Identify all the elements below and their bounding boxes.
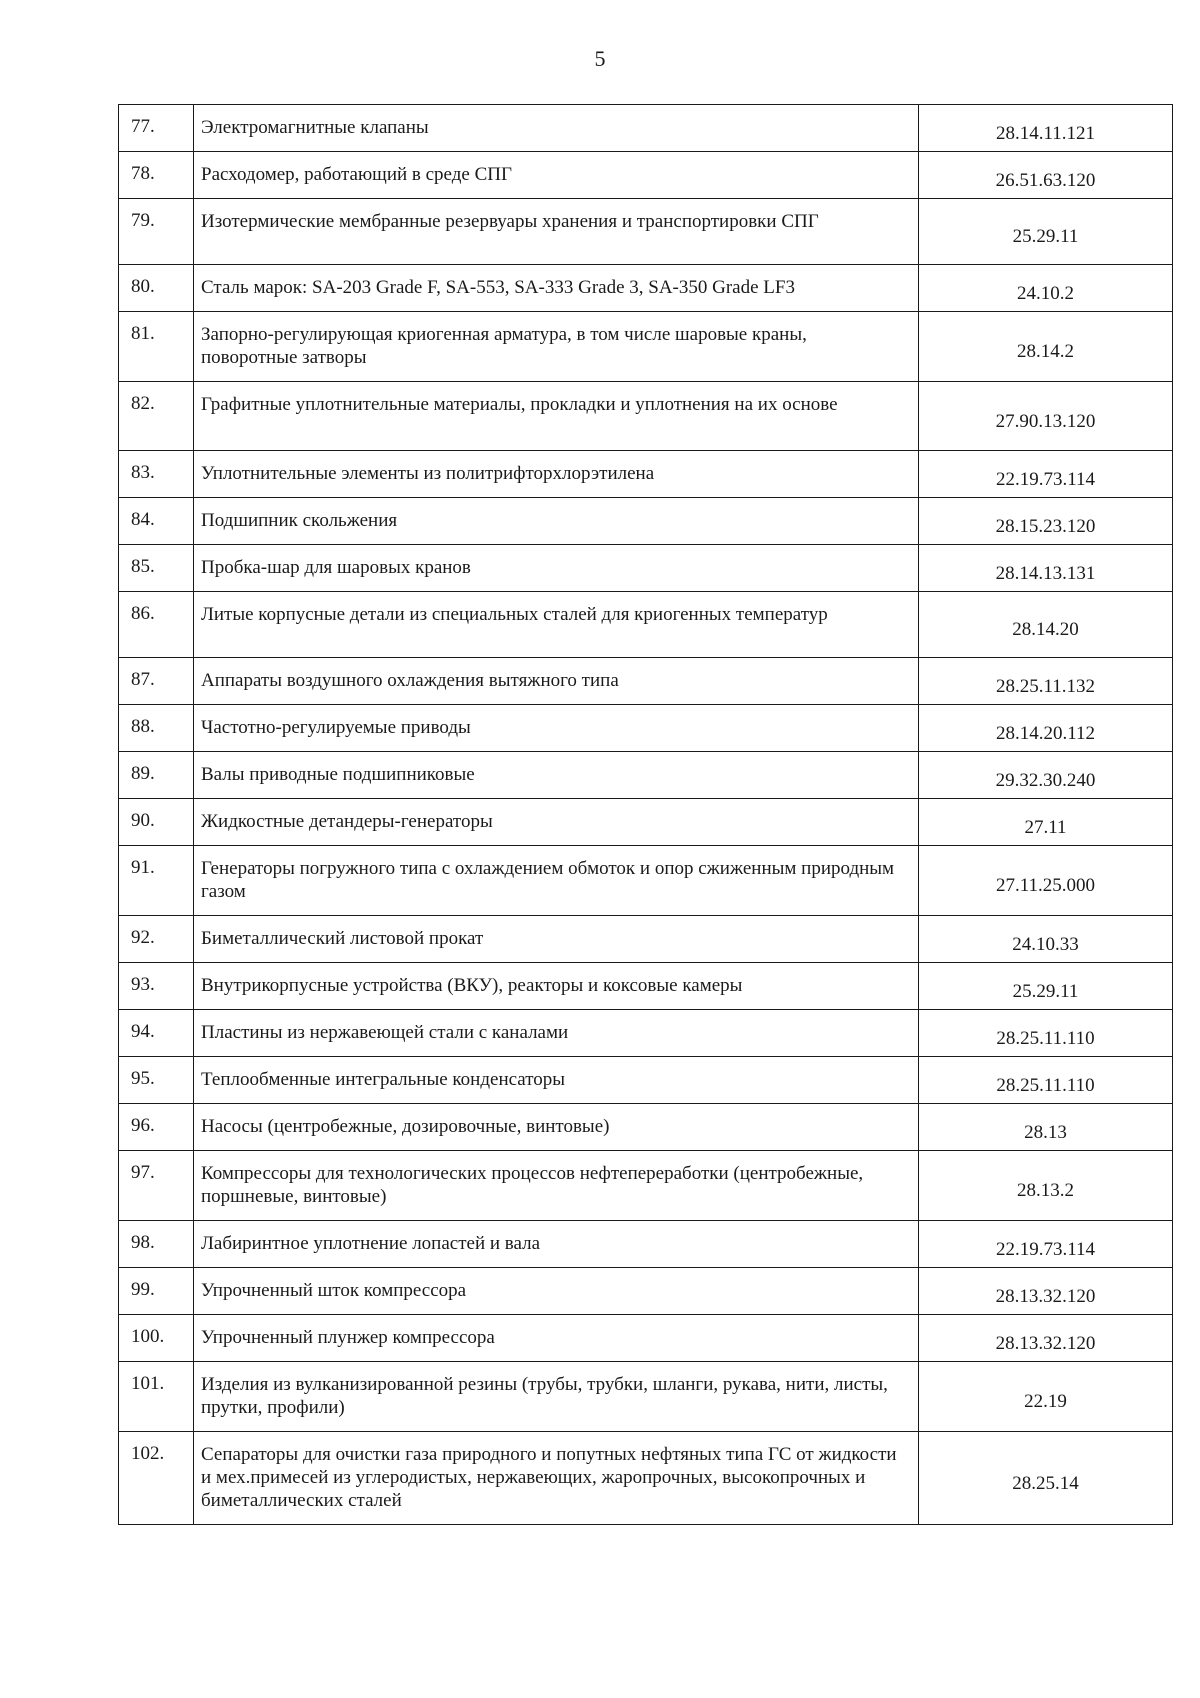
row-number: 100. <box>119 1315 194 1362</box>
row-number: 87. <box>119 658 194 705</box>
table-row <box>119 1221 1173 1268</box>
product-name: Генераторы погружного типа с охлаждением обмоток и опор сжиженным природным газом <box>194 846 919 916</box>
row-number: 82. <box>119 382 194 451</box>
row-number: 83. <box>119 451 194 498</box>
okpd-code: 24.10.33 <box>919 916 1173 963</box>
okpd-code: 25.29.11 <box>919 199 1173 265</box>
product-name: Упрочненный плунжер компрессора <box>194 1315 919 1362</box>
table-row <box>119 1104 1173 1151</box>
row-number: 89. <box>119 752 194 799</box>
product-name: Графитные уплотнительные материалы, прокладки и уплотнения на их основе <box>194 382 919 451</box>
product-name: Насосы (центробежные, дозировочные, винтовые) <box>194 1104 919 1151</box>
table-row <box>119 382 1173 451</box>
table-row <box>119 752 1173 799</box>
table-row <box>119 799 1173 846</box>
table-row <box>119 705 1173 752</box>
row-number: 88. <box>119 705 194 752</box>
table-row <box>119 152 1173 199</box>
row-number: 86. <box>119 592 194 658</box>
okpd-code: 28.25.11.110 <box>919 1010 1173 1057</box>
table-row <box>119 658 1173 705</box>
row-number: 93. <box>119 963 194 1010</box>
product-name: Пластины из нержавеющей стали с каналами <box>194 1010 919 1057</box>
row-number: 97. <box>119 1151 194 1221</box>
row-number: 84. <box>119 498 194 545</box>
product-name: Лабиринтное уплотнение лопастей и вала <box>194 1221 919 1268</box>
table-row <box>119 265 1173 312</box>
okpd-code: 28.15.23.120 <box>919 498 1173 545</box>
table-row <box>119 1151 1173 1221</box>
product-name: Аппараты воздушного охлаждения вытяжного типа <box>194 658 919 705</box>
okpd-code: 29.32.30.240 <box>919 752 1173 799</box>
okpd-code: 28.13 <box>919 1104 1173 1151</box>
product-name: Частотно-регулируемые приводы <box>194 705 919 752</box>
product-name: Жидкостные детандеры-генераторы <box>194 799 919 846</box>
table-row <box>119 312 1173 382</box>
okpd-code: 28.25.14 <box>919 1432 1173 1525</box>
table-row <box>119 846 1173 916</box>
product-name: Расходомер, работающий в среде СПГ <box>194 152 919 199</box>
row-number: 94. <box>119 1010 194 1057</box>
product-name: Литые корпусные детали из специальных сталей для криогенных температур <box>194 592 919 658</box>
row-number: 80. <box>119 265 194 312</box>
row-number: 102. <box>119 1432 194 1525</box>
table-row <box>119 105 1173 152</box>
okpd-code: 28.13.32.120 <box>919 1268 1173 1315</box>
product-name: Изделия из вулканизированной резины (трубы, трубки, шланги, рукава, нити, листы, прутки, профили) <box>194 1362 919 1432</box>
row-number: 101. <box>119 1362 194 1432</box>
row-number: 95. <box>119 1057 194 1104</box>
table-row <box>119 498 1173 545</box>
table-row <box>119 199 1173 265</box>
product-name: Пробка-шар для шаровых кранов <box>194 545 919 592</box>
product-name: Изотермические мембранные резервуары хранения и транспортировки СПГ <box>194 199 919 265</box>
table-row <box>119 963 1173 1010</box>
row-number: 91. <box>119 846 194 916</box>
okpd-code: 27.11 <box>919 799 1173 846</box>
okpd-code: 27.90.13.120 <box>919 382 1173 451</box>
table-row <box>119 545 1173 592</box>
okpd-code: 28.14.11.121 <box>919 105 1173 152</box>
table-row <box>119 916 1173 963</box>
product-name: Внутрикорпусные устройства (ВКУ), реакторы и коксовые камеры <box>194 963 919 1010</box>
product-name: Уплотнительные элементы из политрифторхлорэтилена <box>194 451 919 498</box>
okpd-code: 27.11.25.000 <box>919 846 1173 916</box>
row-number: 90. <box>119 799 194 846</box>
okpd-code: 24.10.2 <box>919 265 1173 312</box>
product-name: Запорно-регулирующая криогенная арматура, в том числе шаровые краны, поворотные затворы <box>194 312 919 382</box>
product-name: Теплообменные интегральные конденсаторы <box>194 1057 919 1104</box>
table-body <box>119 105 1173 1525</box>
row-number: 81. <box>119 312 194 382</box>
row-number: 92. <box>119 916 194 963</box>
table-row <box>119 1268 1173 1315</box>
okpd-code: 22.19.73.114 <box>919 1221 1173 1268</box>
okpd-code: 26.51.63.120 <box>919 152 1173 199</box>
products-table <box>118 104 1173 1525</box>
table-row <box>119 1362 1173 1432</box>
table-row <box>119 451 1173 498</box>
table-row <box>119 1057 1173 1104</box>
row-number: 79. <box>119 199 194 265</box>
okpd-code: 22.19.73.114 <box>919 451 1173 498</box>
row-number: 99. <box>119 1268 194 1315</box>
okpd-code: 22.19 <box>919 1362 1173 1432</box>
product-name: Биметаллический листовой прокат <box>194 916 919 963</box>
row-number: 78. <box>119 152 194 199</box>
okpd-code: 28.25.11.132 <box>919 658 1173 705</box>
page-number: 5 <box>594 46 606 71</box>
okpd-code: 28.13.32.120 <box>919 1315 1173 1362</box>
table-row <box>119 592 1173 658</box>
product-name: Электромагнитные клапаны <box>194 105 919 152</box>
row-number: 98. <box>119 1221 194 1268</box>
product-name: Валы приводные подшипниковые <box>194 752 919 799</box>
okpd-code: 28.14.13.131 <box>919 545 1173 592</box>
product-name: Упрочненный шток компрессора <box>194 1268 919 1315</box>
okpd-code: 28.14.2 <box>919 312 1173 382</box>
product-name: Подшипник скольжения <box>194 498 919 545</box>
table-row <box>119 1315 1173 1362</box>
product-name: Компрессоры для технологических процессов нефтепереработки (центробежные, поршневые, винтовые) <box>194 1151 919 1221</box>
row-number: 96. <box>119 1104 194 1151</box>
product-name: Сепараторы для очистки газа природного и попутных нефтяных типа ГС от жидкости и мех.примесей из углеродистых, нержавеющих, жаропрочных, высокопрочных и биметаллических сталей <box>194 1432 919 1525</box>
okpd-code: 28.25.11.110 <box>919 1057 1173 1104</box>
table-row <box>119 1010 1173 1057</box>
row-number: 77. <box>119 105 194 152</box>
table-row <box>119 1432 1173 1525</box>
okpd-code: 25.29.11 <box>919 963 1173 1010</box>
okpd-code: 28.14.20 <box>919 592 1173 658</box>
okpd-code: 28.13.2 <box>919 1151 1173 1221</box>
row-number: 85. <box>119 545 194 592</box>
okpd-code: 28.14.20.112 <box>919 705 1173 752</box>
product-name: Сталь марок: SA-203 Grade F, SA-553, SA-333 Grade 3, SA-350 Grade LF3 <box>194 265 919 312</box>
